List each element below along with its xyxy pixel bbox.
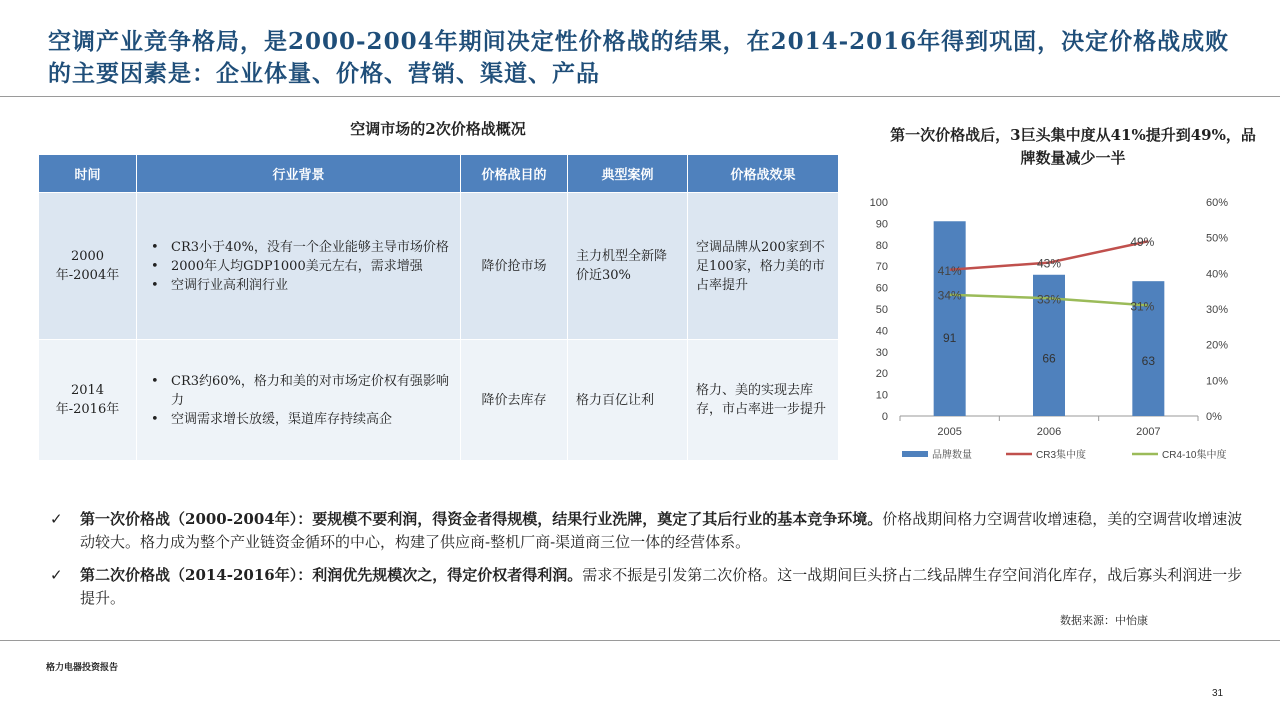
y-right-tick-label: 40% [1206,268,1229,281]
y-right-tick-label: 10% [1206,375,1229,388]
line-data-label: 34% [937,288,962,303]
cell-effect: 格力、美的实现去库存，市占率进一步提升 [688,340,839,461]
cell-case: 格力百亿让利 [568,340,688,461]
y-left-tick-label: 30 [875,346,888,359]
y-left-tick-label: 80 [875,239,888,252]
cell-purpose: 降价抢市场 [461,193,568,340]
point-heading: 第二次价格战（2014-2016年）：利润优先规模次之，得定价权者得利润。 [80,566,583,584]
bar-data-label: 66 [1042,351,1056,366]
header-case: 典型案例 [568,155,688,193]
bottom-divider [0,640,1280,641]
chart-title: 第一次价格战后，3巨头集中度从41%提升到49%，品牌数量减少一半 [890,126,1256,167]
table-header-row [39,155,839,193]
page-number: 31 [1212,688,1224,699]
legend-label: CR4-10集中度 [1162,450,1227,461]
data-source: 数据来源：中怡康 [1060,614,1148,627]
top-divider [0,96,1280,97]
background-item: • 2000年人均GDP1000美元左右，需求增强 [171,257,452,276]
background-item: • CR3小于40%，没有一个企业能够主导市场价格 [171,238,452,257]
point-item [50,564,1250,610]
table-row [39,193,839,340]
background-item: • 空调行业高利润行业 [171,276,452,295]
cell-background [137,193,461,340]
brand-concentration-chart [860,190,1260,480]
table-row [39,340,839,461]
line-data-label: 43% [1036,256,1062,271]
header-background: 行业背景 [137,155,461,193]
page-title: 空调产业竞争格局，是2000-2004年期间决定性价格战的结果，在2014-2016年得到巩固，决定价格战成败的主要因素是：企业体量、价格、营销、渠道、产品 [48,28,1230,87]
y-left-tick-label: 60 [875,282,888,295]
line-data-label: 41% [937,263,962,278]
key-points [50,508,1250,620]
legend-label: CR3集中度 [1036,450,1087,461]
y-right-tick-label: 30% [1206,304,1229,316]
y-left-tick-label: 0 [881,411,888,423]
cell-time: 2014年-2016年 [39,340,137,461]
background-item: • CR3约60%，格力和美的对市场定价权有强影响力 [171,372,452,410]
table-title: 空调市场的2次价格战概况 [350,120,526,138]
cell-effect: 空调品牌从200家到不足100家，格力美的市占率提升 [688,193,839,340]
cell-purpose: 降价去库存 [461,340,568,461]
y-right-tick-label: 0% [1206,411,1222,423]
price-war-table [38,154,839,461]
header-time: 时间 [39,155,137,193]
y-left-tick-label: 10 [875,389,888,402]
cell-case: 主力机型全新降价近30% [568,193,688,340]
background-item: • 空调需求增长放缓，渠道库存持续高企 [171,410,452,429]
x-tick-label: 2005 [937,426,962,438]
header-purpose: 价格战目的 [461,155,568,193]
check-icon: ✓ [50,510,63,528]
check-icon: ✓ [50,566,63,584]
y-left-tick-label: 50 [875,304,888,316]
line-data-label: 33% [1036,292,1062,307]
header-effect: 价格战效果 [688,155,839,193]
y-right-tick-label: 60% [1206,197,1229,209]
bar-data-label: 63 [1141,353,1156,368]
legend-swatch [902,451,928,457]
y-left-tick-label: 100 [869,197,888,209]
bar-data-label: 91 [942,330,957,345]
y-left-tick-label: 90 [875,218,888,231]
point-text: 需求不振是引发第二次价格。这一战期间巨头挤占二线品牌生存空间消化库存，战后寡头利润进一步提升。 [80,566,1243,607]
y-left-tick-label: 20 [875,368,888,381]
y-left-tick-label: 40 [875,325,888,338]
point-heading: 第一次价格战（2000-2004年）：要规模不要利润，得资金者得规模，结果行业洗牌，奠定了其后行业的基本竞争环境。 [80,510,883,528]
y-right-tick-label: 20% [1206,339,1229,352]
line-data-label: 31% [1130,299,1155,314]
line-data-label: 49% [1130,235,1155,250]
y-right-tick-label: 50% [1206,232,1229,245]
cell-time: 2000年-2004年 [39,193,137,340]
legend-label: 品牌数量 [932,450,972,461]
point-text: 价格战期间格力空调营收增速稳，美的空调营收增速波动较大。格力成为整个产业链资金循环的中心，构建了供应商-整机厂商-渠道商三位一体的经营体系。 [80,510,1243,551]
x-tick-label: 2007 [1136,426,1161,438]
footer-report-name: 格力电器投资报告 [46,663,119,673]
y-left-tick-label: 70 [875,261,888,274]
point-item [50,508,1250,554]
cell-background [137,340,461,461]
x-tick-label: 2006 [1036,426,1062,438]
bar [934,221,966,416]
